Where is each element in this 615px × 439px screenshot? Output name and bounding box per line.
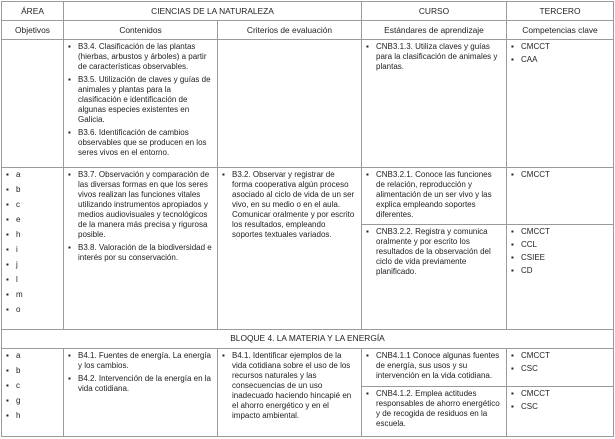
competencias-sub-b <box>507 386 613 417</box>
list-item: ▪ B3.7. Observación y comparación de las diversas formas en que los seres vivos realizan las funciones vitales utilizando instrumentos apropiados y medios audiovisuales y tecnológicos de la manera más precisa y rigurosa posible. <box>68 170 213 240</box>
contenidos-cell <box>64 349 218 437</box>
list-item: ▪ B4.1. Fuentes de energía. La energía y los cambios. <box>68 351 213 371</box>
list-item: ▪ g <box>6 396 59 406</box>
objetivos-list <box>6 170 59 315</box>
course-value: TERCERO <box>507 2 614 21</box>
list-item: ▪ CNB3.2.1. Conoce las funciones de relación, reproducción y alimentación de un ser vivo y las explica empleando soportes diferentes. <box>366 170 502 220</box>
list-item: ▪ B4.2. Intervención de la energía en la vida cotidiana. <box>68 374 213 394</box>
list-item: ▪ CMCCT <box>511 389 609 399</box>
list-item: ▪ B3.6. Identificación de cambios observables que se producen en los seres vivos en el entorno. <box>68 128 213 158</box>
list-item: ▪ CAA <box>511 55 609 65</box>
block-title-row <box>2 330 614 349</box>
list-item: ▪ CNB4.1.2. Emplea actitudes responsables de ahorro energético y de recogida de residuos en la escuela. <box>366 389 502 429</box>
curriculum-document <box>1 1 613 438</box>
table-row <box>2 349 614 437</box>
header-row <box>2 2 614 21</box>
course-label: CURSO <box>362 2 507 21</box>
estandares-list <box>366 389 502 429</box>
competencias-sub-a <box>507 168 613 224</box>
objetivos-cell <box>2 349 64 437</box>
criterios-cell <box>218 349 362 437</box>
criterios-cell <box>218 40 362 168</box>
list-item: ▪ h <box>6 411 59 421</box>
estandar-sub-a <box>362 349 506 386</box>
objetivos-cell <box>2 168 64 330</box>
estandares-list <box>366 42 502 72</box>
list-item: ▪ i <box>6 245 59 255</box>
estandar-sub-b <box>362 386 506 434</box>
list-item: ▪ CD <box>511 266 609 276</box>
list-item: ▪ c <box>6 200 59 210</box>
competencias-list <box>511 42 609 65</box>
competencias-cell <box>507 168 614 330</box>
estandares-list <box>366 170 502 220</box>
list-item: ▪ CCL <box>511 240 609 250</box>
competencias-sub-b <box>507 224 613 281</box>
table-row <box>2 40 614 168</box>
list-item: ▪ B3.8. Valoración de la biodiversidad e interés por su conservación. <box>68 243 213 263</box>
list-item: ▪ c <box>6 381 59 391</box>
col-competencias: Competencias clave <box>507 21 614 40</box>
block-title: BLOQUE 4. LA MATERIA Y LA ENERGÍA <box>2 330 614 349</box>
list-item: ▪ B3.5. Utilización de claves y guías de animales y plantas para la clasificación e identificación de algunas especies existentes en Galicia. <box>68 75 213 125</box>
list-item: ▪ e <box>6 215 59 225</box>
list-item: ▪ a <box>6 170 59 180</box>
estandares-list <box>366 227 502 277</box>
list-item: ▪ m <box>6 290 59 300</box>
list-item: ▪ CNB3.1.3. Utiliza claves y guías para la clasificación de animales y plantas. <box>366 42 502 72</box>
curriculum-table <box>1 1 614 437</box>
contenidos-cell <box>64 168 218 330</box>
list-item: ▪ a <box>6 351 59 361</box>
list-item: ▪ b <box>6 366 59 376</box>
competencias-sub-a <box>507 349 613 386</box>
list-item: ▪ CMCCT <box>511 351 609 361</box>
col-criterios: Criterios de evaluación <box>218 21 362 40</box>
criterios-cell <box>218 168 362 330</box>
criterios-list <box>222 170 357 240</box>
table-row <box>2 168 614 330</box>
contenidos-cell <box>64 40 218 168</box>
estandares-list <box>366 351 502 381</box>
objetivos-list <box>6 351 59 421</box>
criterios-list <box>222 351 357 421</box>
col-estandares: Estándares de aprendizaje <box>362 21 507 40</box>
competencias-list <box>511 351 609 374</box>
contenidos-list <box>68 351 213 394</box>
list-item: ▪ b <box>6 185 59 195</box>
list-item: ▪ CMCCT <box>511 227 609 237</box>
list-item: ▪ CSC <box>511 364 609 374</box>
list-item: ▪ o <box>6 305 59 315</box>
competencias-cell <box>507 40 614 168</box>
list-item: ▪ j <box>6 260 59 270</box>
objetivos-cell <box>2 40 64 168</box>
area-label: ÁREA <box>2 2 64 21</box>
column-header-row <box>2 21 614 40</box>
list-item: ▪ CSIEE <box>511 253 609 263</box>
list-item: ▪ B3.4. Clasificación de las plantas (hierbas, arbustos y árboles) a partir de características observables. <box>68 42 213 72</box>
list-item: ▪ CMCCT <box>511 42 609 52</box>
col-objetivos: Objetivos <box>2 21 64 40</box>
competencias-list <box>511 170 609 180</box>
competencias-cell <box>507 349 614 437</box>
competencias-list <box>511 389 609 412</box>
estandar-sub-a <box>362 168 506 224</box>
estandares-cell <box>362 349 507 437</box>
list-item: ▪ B3.2. Observar y registrar de forma cooperativa algún proceso asociado al ciclo de vida de un ser vivo, en su medio o en el aula. Comunicar oralmente y por escrito los resultados, empleando soportes textuales variados. <box>222 170 357 240</box>
estandar-sub-b <box>362 224 506 282</box>
list-item: ▪ l <box>6 275 59 285</box>
list-item: ▪ h <box>6 230 59 240</box>
estandares-cell <box>362 40 507 168</box>
estandares-cell <box>362 168 507 330</box>
contenidos-list <box>68 42 213 158</box>
contenidos-list <box>68 170 213 263</box>
list-item: ▪ CNB3.2.2. Registra y comunica oralmente y por escrito los resultados de la observación del ciclo de vida previamente planificado. <box>366 227 502 277</box>
subject-title: CIENCIAS DE LA NATURALEZA <box>64 2 362 21</box>
col-contenidos: Contenidos <box>64 21 218 40</box>
competencias-list <box>511 227 609 276</box>
list-item: ▪ CMCCT <box>511 170 609 180</box>
list-item: ▪ CSC <box>511 402 609 412</box>
list-item: ▪ CNB4.1.1 Conoce algunas fuentes de energía, sus usos y su intervención en la vida cotidiana. <box>366 351 502 381</box>
list-item: ▪ B4.1. Identificar ejemplos de la vida cotidiana sobre el uso de los recursos naturales y las consecuencias de un uso inadecuado haciendo hincapié en el ahorro energético y en el impacto ambiental. <box>222 351 357 421</box>
